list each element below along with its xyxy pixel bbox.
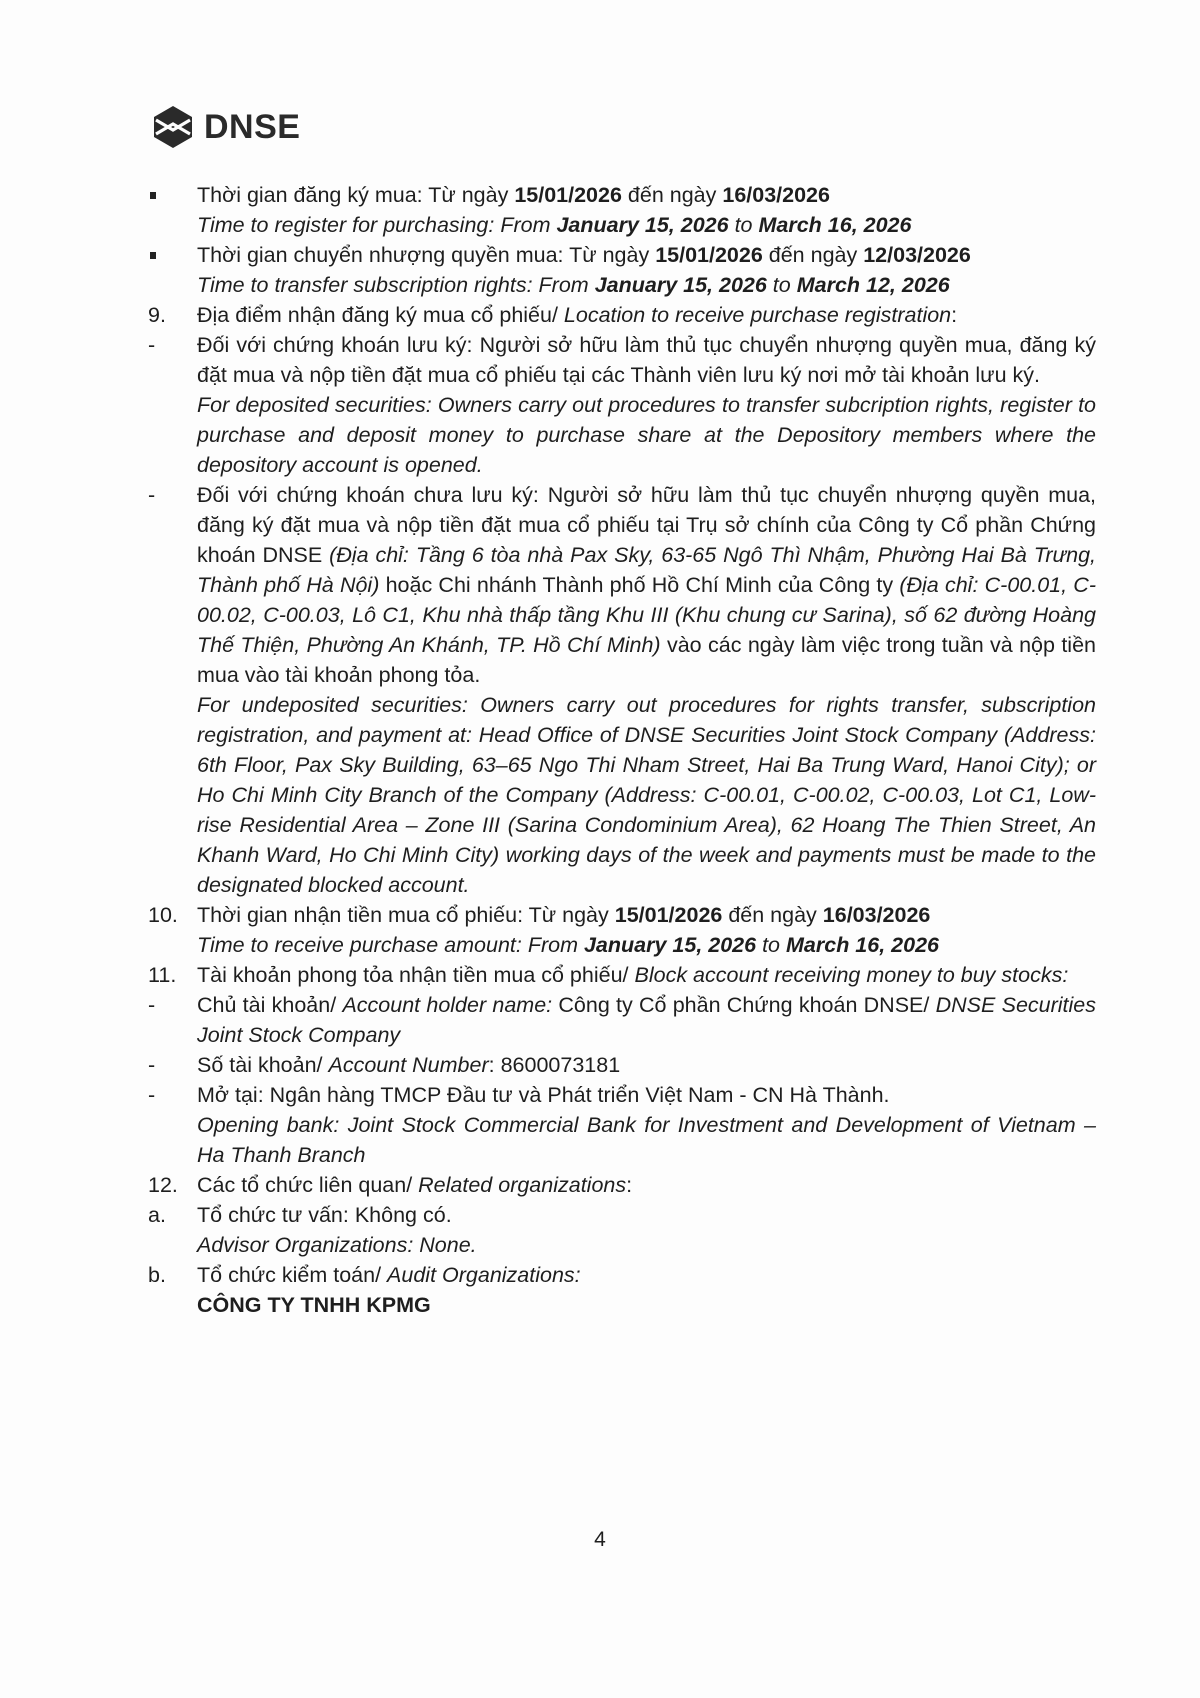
opening-bank-vi: Mở tại: Ngân hàng TMCP Đầu tư và Phát triển Việt Nam - CN Hà Thành. xyxy=(197,1083,890,1107)
deposited-en: For deposited securities: Owners carry out procedures to transfer subcription rights, register to purchase and deposit money to purchase share at the Depository members where the depository account is opened. xyxy=(197,393,1096,477)
undeposited-en: For undeposited securities: Owners carry out procedures for rights transfer, subscription registration, and payment at: Head Office of DNSE Securities Joint Stock Company (Address: 6th Floor, Pax Sky Building, 63–65 Ngo Thi Nham Street, Hai Ba Trung Ward, Hanoi City); or Ho Chi Minh City Branch of the Company (Address: C-00.01, C-00.02, C-00.03, Lot C1, Low-rise Residential Area – Zone III (Sarina Condominium Area), 62 Hoang The Thien Street, An Khanh Ward, Ho Chi Minh City) working days of the week and payments must be made to the designated blocked account. xyxy=(197,693,1096,897)
account-number-value: 8600073181 xyxy=(500,1053,621,1077)
dash-marker: - xyxy=(148,1053,156,1077)
opening-bank xyxy=(148,1080,1096,1170)
dash-marker: - xyxy=(148,1083,156,1107)
section-9-heading: 9. Địa điểm nhận đăng ký mua cổ phiếu/ Location to receive purchase registration: xyxy=(148,300,1096,330)
section-number: 9. xyxy=(148,303,166,327)
dash-marker: - xyxy=(148,483,156,507)
section-11-heading: 11. Tài khoản phong tỏa nhận tiền mua cổ phiếu/ Block account receiving money to buy stocks: xyxy=(148,960,1096,990)
audit-organizations xyxy=(148,1260,1096,1320)
transfer-time-vi: Thời gian chuyển nhượng quyền mua: Từ ngày 15/01/2026 đến ngày 12/03/2026 xyxy=(197,243,971,267)
logo-text: DNSE xyxy=(204,107,301,146)
opening-bank-en: Opening bank: Joint Stock Commercial Bank for Investment and Development of Vietnam – Ha Thanh Branch xyxy=(197,1113,1096,1167)
deposited-vi: Đối với chứng khoán lưu ký: Người sở hữu làm thủ tục chuyển nhượng quyền mua, đăng ký đặt mua và nộp tiền đặt mua cổ phiếu tại các Thành viên lưu ký nơi mở tài khoản lưu ký. xyxy=(197,333,1096,387)
advisor-organizations xyxy=(148,1200,1096,1260)
header-logo xyxy=(150,104,300,150)
audit-label: Tổ chức kiểm toán/ Audit Organizations: xyxy=(197,1263,581,1287)
bullet-register-time xyxy=(148,180,1096,240)
item-letter: a. xyxy=(148,1203,166,1227)
audit-company: CÔNG TY TNHH KPMG xyxy=(197,1293,431,1317)
register-time-en: Time to register for purchasing: From January 15, 2026 to March 16, 2026 xyxy=(197,213,912,237)
page-number: 4 xyxy=(594,1528,606,1551)
section-9-undeposited xyxy=(148,480,1096,900)
item-letter: b. xyxy=(148,1263,166,1287)
bullet-transfer-time xyxy=(148,240,1096,300)
dash-marker: - xyxy=(148,333,156,357)
square-bullet-icon xyxy=(148,240,197,300)
dash-marker: - xyxy=(148,993,156,1017)
section-number: 12. xyxy=(148,1173,178,1197)
receive-time-en: Time to receive purchase amount: From January 15, 2026 to March 16, 2026 xyxy=(197,933,939,957)
section-10 xyxy=(148,900,1096,960)
register-time-vi: Thời gian đăng ký mua: Từ ngày 15/01/2026 đến ngày 16/03/2026 xyxy=(197,183,830,207)
account-number: - Số tài khoản/ Account Number: 8600073181 xyxy=(148,1050,1096,1080)
undeposited-vi: Đối với chứng khoán chưa lưu ký: Người sở hữu làm thủ tục chuyển nhượng quyền mua, đăng ký đặt mua và nộp tiền đặt mua cổ phiếu tại Trụ sở chính của Công ty Cổ phần Chứng khoán DNSE (Địa chỉ: Tầng 6 tòa nhà Pax Sky, 63-65 Ngô Thì Nhậm, Phường Hai Bà Trưng, Thành phố Hà Nội) hoặc Chi nhánh Thành phố Hồ Chí Minh của Công ty (Địa chỉ: C-00.01, C-00.02, C-00.03, Lô C1, Khu nhà thấp tầng Khu III (Khu chung cư Sarina), số 62 đường Hoàng Thế Thiện, Phường An Khánh, TP. Hồ Chí Minh) vào các ngày làm việc trong tuần và nộp tiền mua vào tài khoản phong tỏa. xyxy=(197,483,1096,687)
advisor-vi: Tổ chức tư vấn: Không có. xyxy=(197,1203,452,1227)
transfer-time-en: Time to transfer subscription rights: From January 15, 2026 to March 12, 2026 xyxy=(197,273,950,297)
receive-time-vi: Thời gian nhận tiền mua cổ phiếu: Từ ngày 15/01/2026 đến ngày 16/03/2026 xyxy=(197,903,931,927)
section-number: 11. xyxy=(148,963,177,987)
account-holder: - Chủ tài khoản/ Account holder name: Công ty Cổ phần Chứng khoán DNSE/ DNSE Securities Joint Stock Company xyxy=(148,990,1096,1050)
advisor-en: Advisor Organizations: None. xyxy=(197,1233,477,1257)
square-bullet-icon xyxy=(148,180,197,240)
section-number: 10. xyxy=(148,903,178,927)
dnse-hexagon-logo-icon xyxy=(150,104,196,150)
document-body xyxy=(148,180,1096,1320)
section-9-deposited xyxy=(148,330,1096,480)
section-12-heading: 12. Các tổ chức liên quan/ Related organizations: xyxy=(148,1170,1096,1200)
